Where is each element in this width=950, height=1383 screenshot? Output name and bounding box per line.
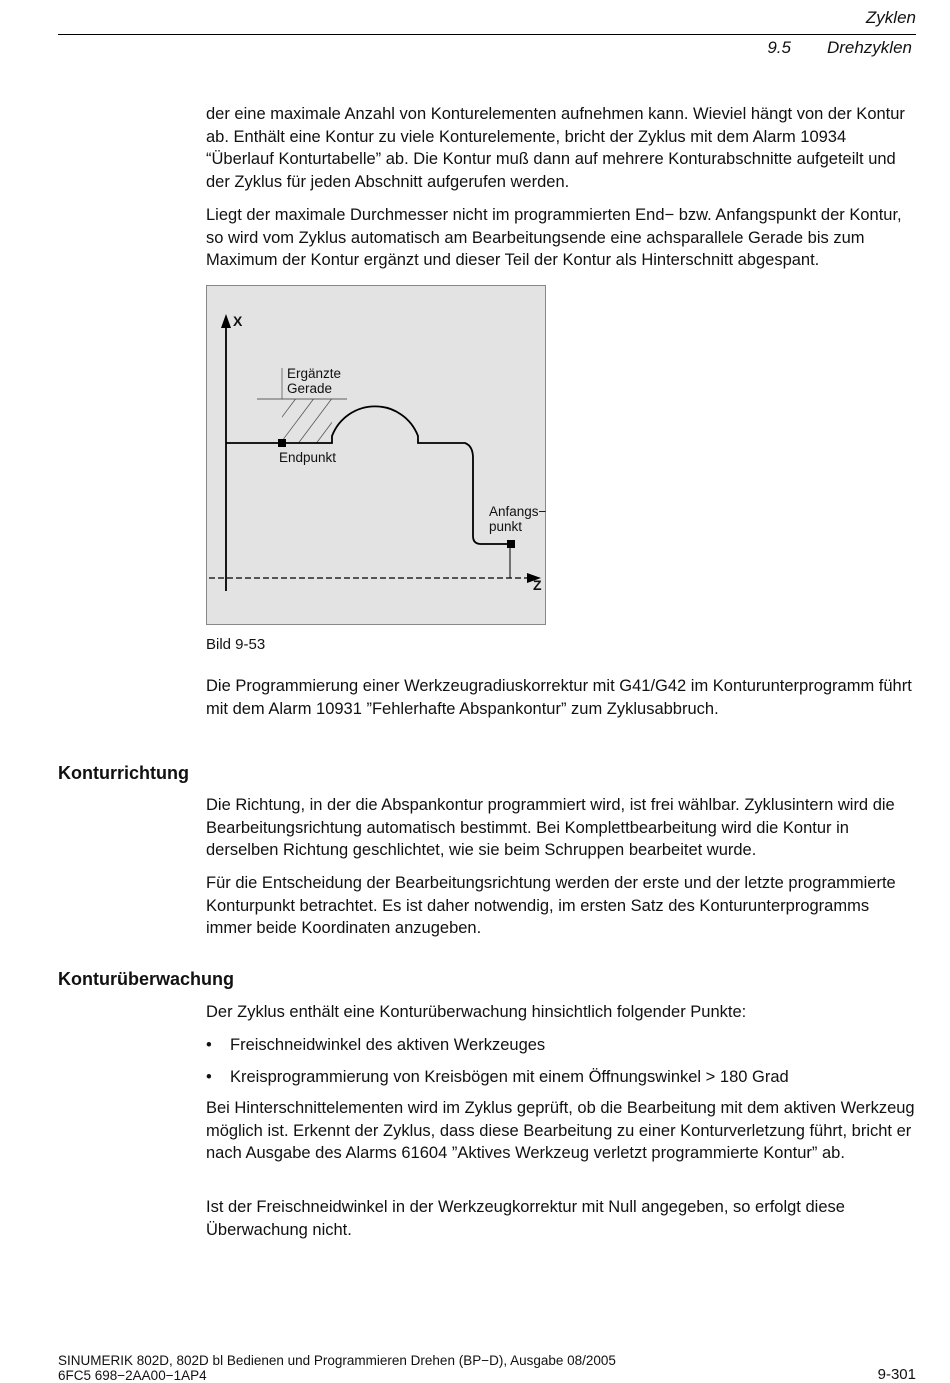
end-point-marker [278,439,286,447]
after-figure-paragraph: Die Programmierung einer Werkzeugradiuskorrektur mit G41/G42 im Konturunterprogramm führt mit dem Alarm 10931 ”Fehlerhafte Abspankontur” zum Zyklusabbruch. [206,677,912,718]
section-title: Drehzyklen [826,38,912,57]
section2-paragraph-1: Bei Hinterschnittelementen wird im Zyklus geprüft, ob die Bearbeitung mit dem aktiven Werkzeug möglich ist. Erkennt der Zyklus, dass diese Bearbeitung zu einer Konturverletzung führt, bricht er nach Ausgabe des Alarms 61604 ”Aktives Werkzeug verletzt programmierte Kontur” ab. [206,1099,915,1162]
section-heading-konturrichtung: Konturrichtung [58,763,189,783]
page-number: 9-301 [877,1366,916,1383]
contour-line [226,406,510,544]
x-axis-label: X [233,313,243,329]
section-heading-konturueberwachung: Konturüberwachung [58,969,234,989]
intro-paragraph-1: der eine maximale Anzahl von Konturelementen aufnehmen kann. Wieviel hängt von der Kontur ab. Enthält eine Kontur zu viele Konturelemente, bricht der Zyklus mit dem Alarm 10934 “Überlauf Konturtabelle” ab. Die Kontur muß dann auf mehrere Konturabschnitte aufgeteilt und der Zyklus für jeden Abschnitt aufgerufen werden. [206,105,905,191]
x-axis-arrow [221,314,231,328]
start-point-marker [507,540,515,548]
supplemented-line-label: Ergänzte Gerade [287,366,342,396]
running-header-section [767,38,912,58]
section1-paragraph-2: Für die Entscheidung der Bearbeitungsrichtung werden der erste und der letzte programmierte Konturpunkt betrachtet. Es ist daher notwendig, im ersten Satz des Konturunterprogramms immer beide Koordinaten anzugeben. [206,874,896,937]
start-point-label: Anfangs− punkt [489,504,547,534]
end-point-label: Endpunkt [279,450,337,465]
figure-caption: Bild 9-53 [206,636,266,653]
intro-paragraph-2: Liegt der maximale Durchmesser nicht im programmierten End− bzw. Anfangspunkt der Kontur, so wird vom Zyklus automatisch am Bearbeitungsende eine achsparallele Gerade bis zum Maximum der Kontur ergänzt und dieser Teil der Kontur als Hinterschnitt abgespant. [206,206,902,269]
section-number: 9.5 [767,38,791,57]
contour-diagram [207,286,547,626]
bullet-icon: • [206,1036,212,1054]
header-rule [58,34,916,35]
section2-paragraph-2: Ist der Freischneidwinkel in der Werkzeugkorrektur mit Null angegeben, so erfolgt diese Überwachung nicht. [206,1198,845,1239]
bullet-icon: • [206,1068,212,1086]
section2-intro: Der Zyklus enthält eine Konturüberwachung hinsichtlich folgender Punkte: [206,1003,747,1021]
section1-paragraph-1: Die Richtung, in der die Abspankontur programmiert wird, ist frei wählbar. Zyklusintern wird die Bearbeitungsrichtung automatisch bestimmt. Bei Komplettbearbeitung wird die Kontur in derselben Richtung geschlichtet, wie sie beim Schruppen bearbeitet wurde. [206,796,895,859]
footer-text: SINUMERIK 802D, 802D bl Bedienen und Programmieren Drehen (BP−D), Ausgabe 08/2005 6FC5 698−2AA00−1AP4 [58,1353,616,1383]
running-header-chapter: Zyklen [865,8,916,27]
z-axis-label: Z [533,577,542,593]
contour-figure [206,285,546,625]
